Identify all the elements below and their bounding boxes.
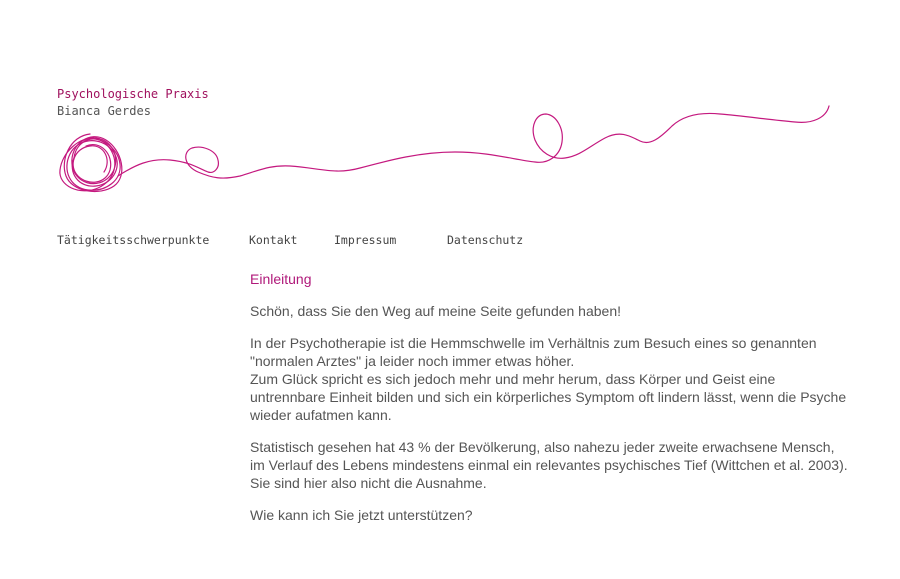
statistics-paragraph (250, 438, 855, 492)
nav-item-datenschutz[interactable]: Datenschutz (447, 233, 524, 247)
main-content (250, 270, 855, 538)
therapy-paragraph (250, 334, 855, 424)
nav-item-taetigkeitsschwerpunkte[interactable]: Tätigkeitsschwerpunkte (57, 233, 210, 247)
support-question: Wie kann ich Sie jetzt unterstützen? (250, 507, 473, 523)
nav-item-impressum[interactable]: Impressum (334, 233, 397, 247)
text-line: im Verlauf des Lebens mindestens einmal ein relevantes psychisches Tief (Wittchen et al. 2003). (250, 457, 848, 473)
therapist-name: Bianca Gerdes (57, 104, 151, 118)
text-line: Sie sind hier also nicht die Ausnahme. (250, 475, 487, 491)
nav-item-kontakt[interactable]: Kontakt (249, 233, 298, 247)
text-line: Statistisch gesehen hat 43 % der Bevölkerung, also nahezu jeder zweite erwachsene Mensch, (250, 439, 835, 455)
text-line: "normalen Arztes" ja leider noch immer etwas höher. (250, 353, 575, 369)
intro-paragraph: Schön, dass Sie den Weg auf meine Seite gefunden haben! (250, 303, 622, 319)
text-line: wieder aufatmen kann. (250, 407, 392, 423)
brand (57, 86, 209, 120)
text-line: untrennbare Einheit bilden und sich ein körperliches Symptom oft lindern lässt, wenn die Psyche (250, 389, 847, 405)
text-line: In der Psychotherapie ist die Hemmschwelle im Verhältnis zum Besuch eines so genannten (250, 335, 817, 351)
section-heading: Einleitung (250, 271, 312, 287)
practice-title: Psychologische Praxis (57, 87, 209, 101)
text-line: Zum Glück spricht es sich jedoch mehr und mehr herum, dass Körper und Geist eine (250, 371, 776, 387)
